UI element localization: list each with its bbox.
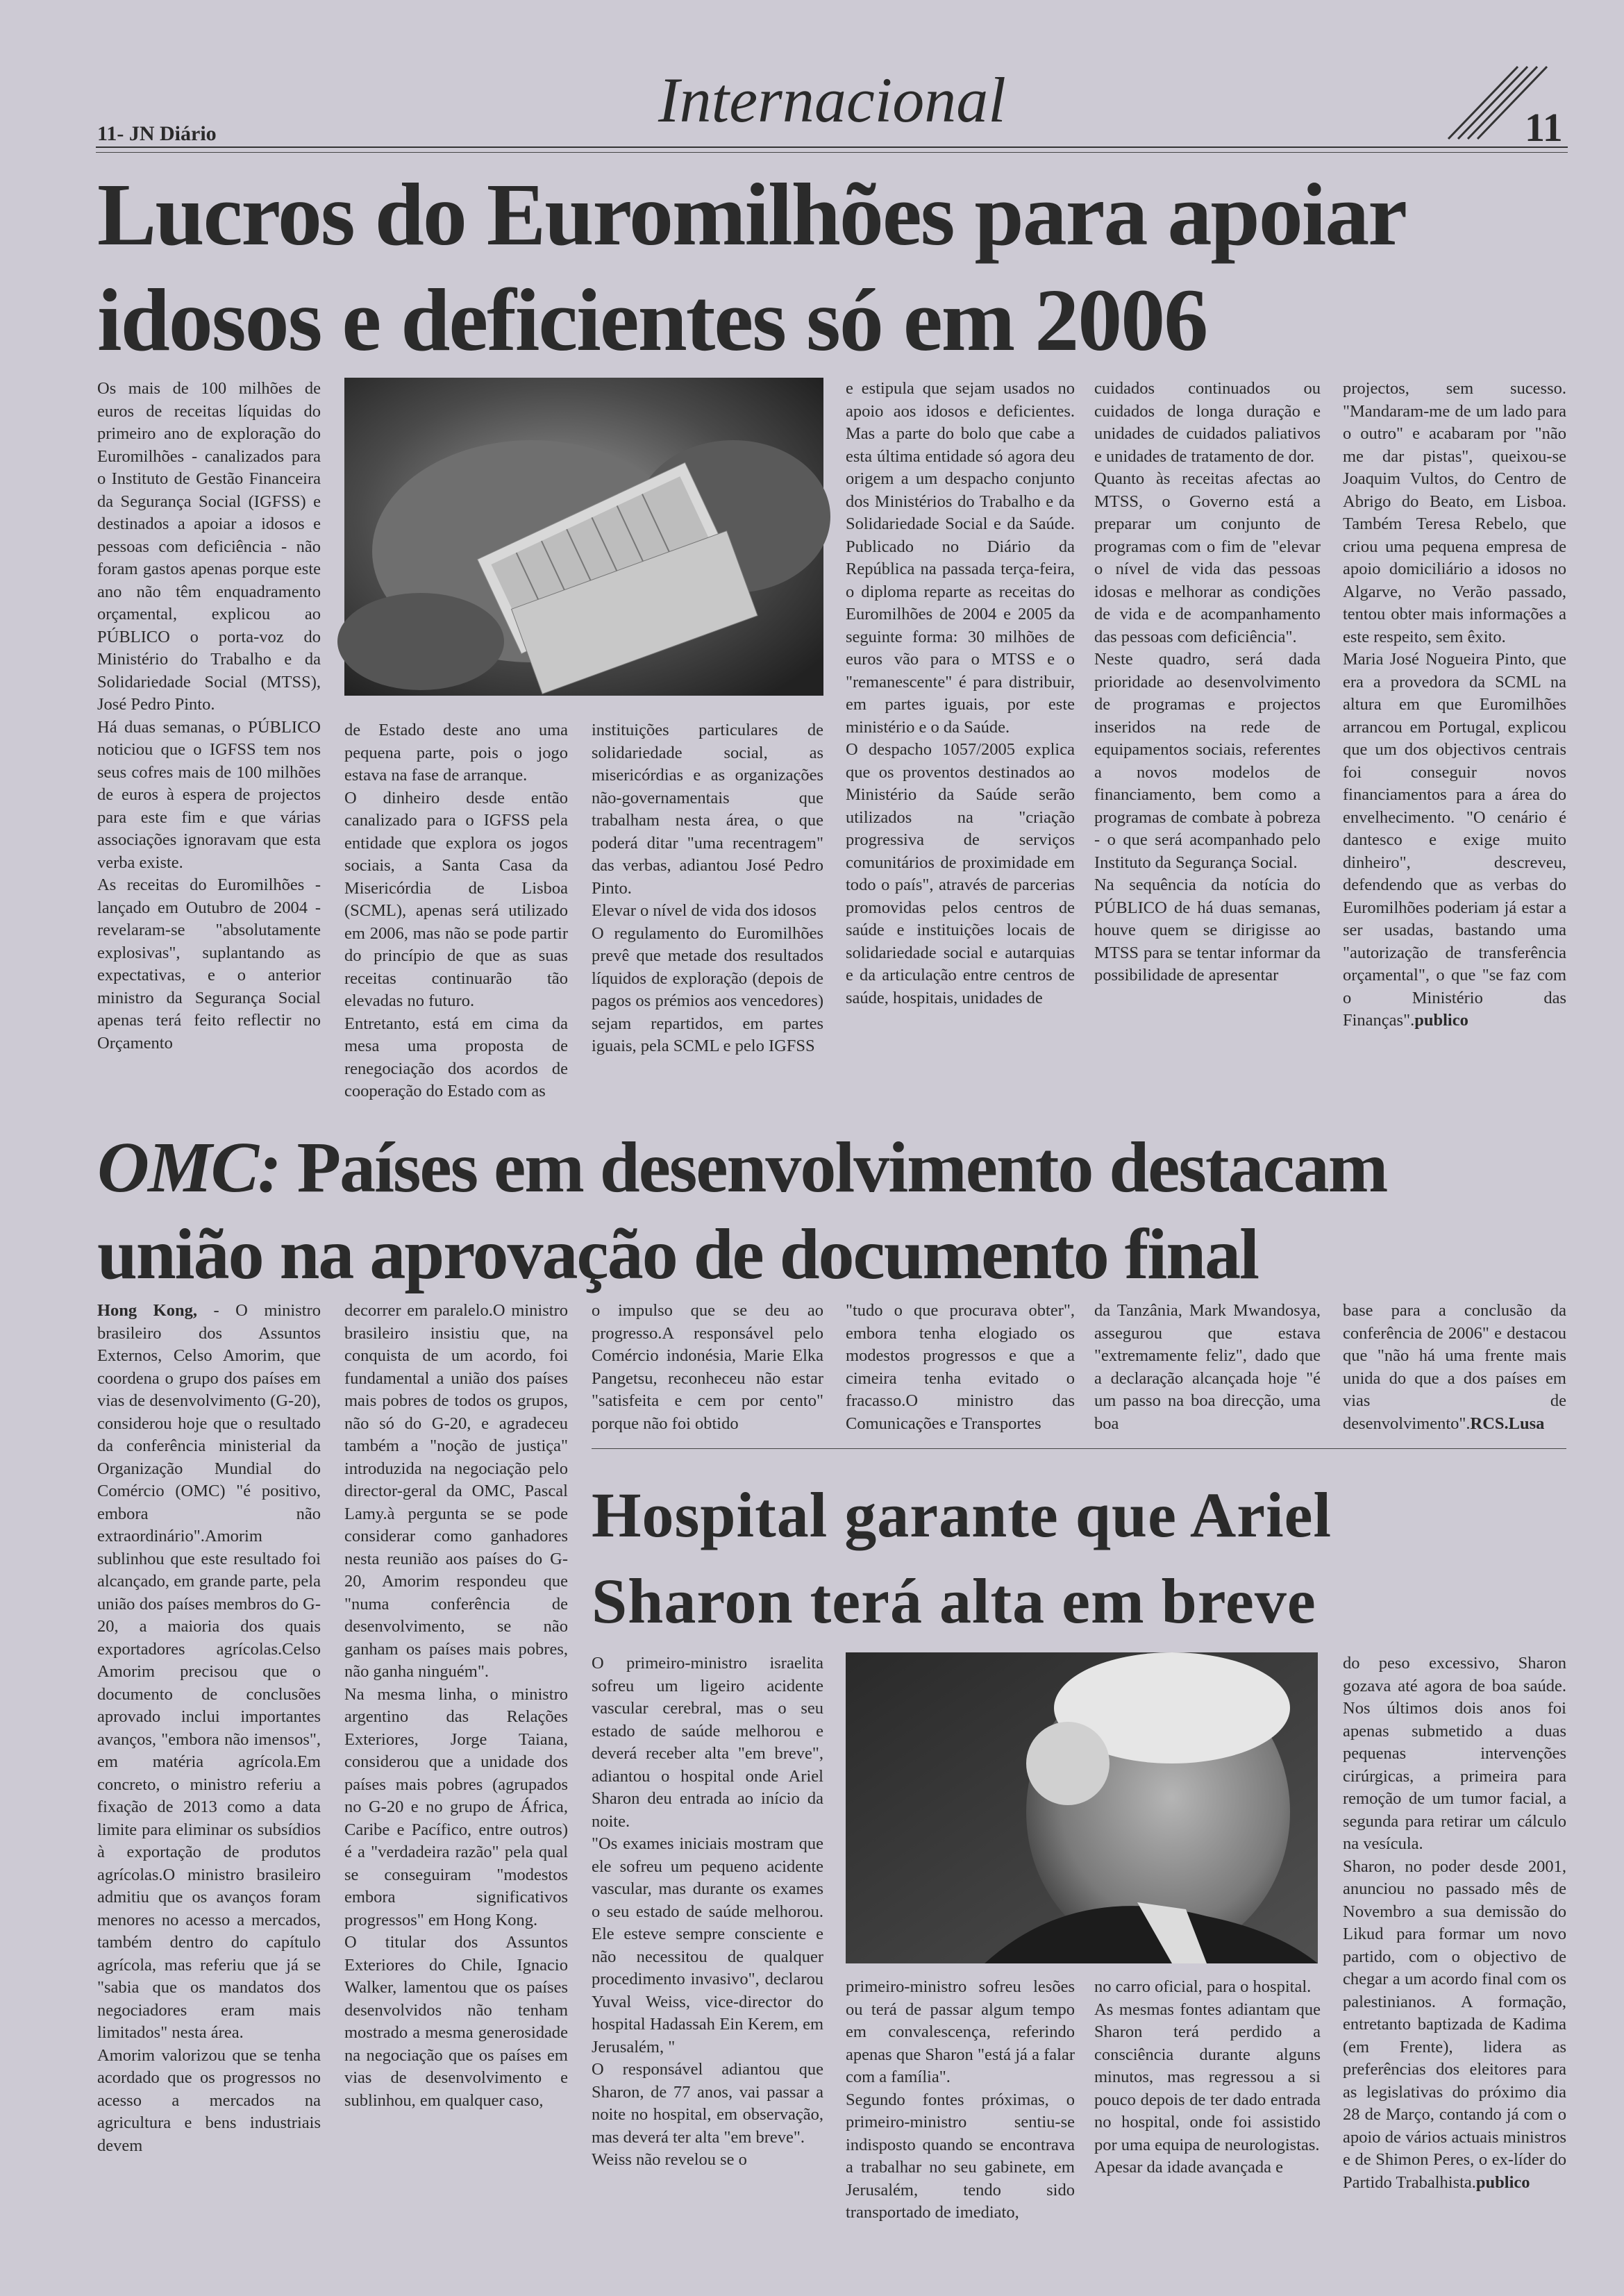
article2-column-5: da Tanzânia, Mark Mwandosya, assegurou que estava "extremamente feliz", dado que a declaração alcançada hoje "é um passo na boa direcção, uma boa	[1094, 1301, 1321, 1433]
article2-column-4: "tudo o que procurava obter", embora tenha elogiado os modestos progressos e que a cimeira tenha evitado o fracasso.O ministro das Comunicações e Transportes	[846, 1301, 1075, 1433]
article2-column-6-text: base para a conclusão da conferência de 2006" e destacou que "não há uma frente mais unida do que a dos países em vias de desenvolvimento".	[1343, 1301, 1566, 1433]
article3-column-4	[1343, 1652, 1566, 2229]
article1-signature: publico	[1414, 1011, 1468, 1030]
article2-title-line1-rest: Países em desenvolvimento destacam	[280, 1128, 1387, 1207]
article3-title-line2: Sharon terá alta em breve	[592, 1566, 1316, 1636]
article1-column-4: e estipula que sejam usados no apoio aos idosos e deficientes. Mas a parte do bolo que cabe a esta última entidade só agora deu origem a um despacho conjunto dos Ministérios do Trabalho e da Solidariedade Social e da Saúde. Publicado no Diário da República na passada terça-feira, o diploma reparte as receitas do Euromilhões de 2004 e 2005 da seguinte forma: 30 milhões de euros vão para o MTSS e o "remanescente" é para distribuir, em partes iguais, por este ministério e o da Saúde. O despacho 1057/2005 explica que os proventos destinados ao Ministério da Saúde serão utilizados na "criação progressiva de serviços comunitários de proximidade em todo o país", através de parcerias promovidas pelos centros de saúde e instituições locais de solidariedade social e autarquias e da articulação entre centros de saúde, hospitais, unidades de	[846, 379, 1075, 1007]
article3-signature: publico	[1475, 2172, 1530, 2192]
page-label: 11- JN Diário	[97, 122, 217, 145]
article2-signature: RCS.Lusa	[1470, 1414, 1545, 1433]
article1-column-5: cuidados continuados ou cuidados de longa duração e unidades de cuidados paliativos e unidades de tratamento de dor. Quanto às receitas afectas ao MTSS, o Governo está a preparar um conjunto de programas com o fim de "elevar o nível de vida das pessoas idosas e melhorar as condições de vida e de acompanhamento das pessoas com deficiência". Neste quadro, será dada prioridade ao desenvolvimento de programas e projectos inseridos na rede de equipamentos sociais, referentes a novos modelos de financiamento, bem como a programas de combate à pobreza - o que será acompanhado pelo Instituto da Segurança Social. Na sequência da notícia do PÚBLICO de há duas semanas, houve quem se dirigisse ao MTSS para se tentar informar da possibilidade de apresentar	[1094, 379, 1321, 984]
article1-column-6-text: projectos, sem sucesso. "Mandaram-me de um lado para o outro" e acabaram por "não me dar pistas", queixou-se Joaquim Vultos, do Centro de Abrigo do Beato, em Lisboa. Também Teresa Rebelo, que criou uma pequena empresa de apoio domiciliário a idosos no Algarve, no Verão passado, tentou obter mais informações a este respeito, sem êxito. Maria José Nogueira Pinto, que era a provedora da SCML na altura em que Euromilhões arrancou em Portugal, explicou que um dos objectivos centrais foi conseguir novos financiamentos para a área do envelhecimento. "O cenário é dantesco e exige muito dinheiro", descreveu, defendendo que as verbas do Euromilhões poderiam já estar a ser usadas, bastando uma "autorização de transferência orçamental", o que "se faz com o Ministério das Finanças".	[1343, 379, 1566, 1030]
article1-column-1: Os mais de 100 milhões de euros de receitas líquidas do primeiro ano de exploração do Euromilhões - canalizados para o Instituto de Gestão Financeira da Segurança Social (IGFSS) e destinados a apoiar a idosos e pessoas com deficiência - não foram gastos apenas porque este ano não têm enquadramento orçamental, explicou ao PÚBLICO o porta-voz do Ministério do Trabalho e da Solidariedade Social (MTSS), José Pedro Pinto. Há duas semanas, o PÚBLICO noticiou que o IGFSS tem nos seus cofres mais de 100 milhões de euros à espera de projectos para este fim e que várias associações ignoravam que esta verba existe. As receitas do Euromilhões - lançado em Outubro de 2004 - revelaram-se "absolutamente explosivas", suplantando as expectativas, e o anterior ministro da Segurança Social apenas terá feito reflectir no Orçamento	[97, 379, 321, 1053]
article-divider-rule	[592, 1448, 1566, 1449]
article2-dateline: Hong Kong,	[97, 1301, 197, 1320]
lottery-tickets-photo	[344, 378, 823, 696]
article2-title-line2: união na aprovação de documento final	[97, 1214, 1259, 1294]
header-rule	[96, 146, 1568, 148]
article2-column-1-text: - O ministro brasileiro dos Assuntos Externos, Celso Amorim, que coordena o grupo dos países em vias de desenvolvimento (G-20), considerou hoje que o resultado da conferência ministerial da Organização Mundial do Comércio (OMC) "é positivo, embora não extraordinário".Amorim sublinhou que este resultado foi alcançado, em grande parte, pela união dos países membros do G-20, a maioria dos quais exportadores agrícolas.Celso Amorim precisou que o documento de conclusões aprovado inclui importantes avanços, "embora não imensos", em matéria agrícola.Em concreto, o ministro referiu a fixação de 2013 como a data limite para eliminar os subsídios à exportação de produtos agrícolas.O ministro brasileiro admitiu que os avanços foram menores no acesso a mercados, também dentro do capítulo agrícola, mas referiu que já se "sabia que os mandatos dos negociadores eram mais limitados" nesta área. Amorim valorizou que se tenha acordado que os progressos no acesso a mercados na agricultura e bens industriais devem	[97, 1301, 321, 2155]
article2-column-1	[97, 1300, 321, 2230]
article1-title-line2: idosos e deficientes só em 2006	[97, 271, 1207, 369]
article2-column-6	[1343, 1300, 1566, 1433]
page-number: 11	[1525, 105, 1563, 150]
article2-title-prefix: OMC:	[97, 1128, 281, 1207]
article2-column-3: o impulso que se deu ao progresso.A responsável pelo Comércio indonésia, Marie Elka Pangetsu, reconheceu não estar "satisfeita e cem por cento" porque não foi obtido	[592, 1301, 823, 1433]
article1-column-2: de Estado deste ano uma pequena parte, pois o jogo estava na fase de arranque. O dinheiro desde então canalizado para o IGFSS pela entidade que explora os jogos sociais, a Santa Casa da Misericórdia de Lisboa (SCML), apenas será utilizado em 2006, mas não se pode partir do princípio de que as suas receitas continuarão tão elevadas no futuro. Entretanto, está em cima da mesa uma proposta de renegociação dos acordos de cooperação do Estado com as	[344, 721, 568, 1100]
article1-title-line1: Lucros do Euromilhões para apoiar	[97, 165, 1407, 264]
ariel-sharon-photo	[846, 1652, 1318, 1963]
article1-column-6	[1343, 378, 1566, 1119]
section-title: Internacional	[658, 65, 1006, 135]
article3-column-2: primeiro-ministro sofreu lesões ou terá de passar algum tempo em convalescença, referindo apenas que Sharon "está já a falar com a família". Segundo fontes próximas, o primeiro-ministro sentiu-se indisposto quando se encontrava a trabalhar no seu gabinete, em Jerusalém, tendo sido transportado de imediato,	[846, 1977, 1075, 2222]
article3-title-line1: Hospital garante que Ariel	[592, 1480, 1332, 1550]
header-rule-secondary	[96, 152, 1568, 153]
article2-title-line1	[97, 1125, 1387, 1211]
article3-column-4-text: do peso excessivo, Sharon gozava até agora de boa saúde. Nos últimos dois anos foi apenas submetido a duas pequenas intervenções cirúrgicas, a primeira para remoção de um tumor facial, a segunda para retirar um cálculo na vesícula. Sharon, no poder desde 2001, anunciou no passado mês de Novembro a sua demissão do Likud para formar um novo partido, com o objectivo de chegar a um acordo final com os palestinianos. A formação, entretanto baptizada de Kadima (em Frente), lidera as preferências dos eleitores para as legislativas do próximo dia 28 de Março, contando já com o apoio de vários actuais ministros e de Shimon Peres, o ex-líder do Partido Trabalhista.	[1343, 1654, 1566, 2192]
article3-column-3: no carro oficial, para o hospital. As mesmas fontes adiantam que Sharon terá perdido a consciência durante alguns minutos, mas regressou a si pouco depois de ter dado entrada no hospital, onde foi assistido por uma equipa de neurologistas. Apesar da idade avançada e	[1094, 1977, 1321, 2177]
article2-column-2: decorrer em paralelo.O ministro brasileiro insistiu que, na conquista de um acordo, foi fundamental a união dos países mais pobres de todos os grupos, não só do G-20, e agradeceu também a "noção de justiça" introduzida na negociação pelo director-geral da OMC, Pascal Lamy.à pergunta se se pode considerar como ganhadores nesta reunião aos países do G-20, Amorim respondeu que "numa conferência de desenvolvimento, se não ganham os países mais pobres, não ganha ninguém". Na mesma linha, o ministro argentino das Relações Exteriores, Jorge Taiana, considerou que a unidade dos países mais pobres (agrupados no G-20 e no grupo de África, Caribe e Pacífico, entre outros) é a "verdadeira razão" pela qual se conseguiram "modestos embora significativos progressos" em Hong Kong. O titular dos Assuntos Exteriores do Chile, Ignacio Walker, lamentou que os países desenvolvidos não tenham mostrado a mesma generosidade na negociação que os países em vias de desenvolvimento e sublinhou, em qualquer caso,	[344, 1301, 568, 2110]
article3-column-1: O primeiro-ministro israelita sofreu um ligeiro acidente vascular cerebral, mas o seu estado de saúde melhorou e deverá receber alta "em breve", adiantou o hospital onde Ariel Sharon deu entrada ao início da noite. "Os exames iniciais mostram que ele sofreu um pequeno acidente vascular, mas durante os exames o seu estado de saúde melhorou. Ele esteve sempre consciente e não necessitou de qualquer procedimento invasivo", declarou Yuval Weiss, vice-director do hospital Hadassah Ein Kerem, em Jerusalém, " O responsável adiantou que Sharon, de 77 anos, vai passar a noite no hospital, em observação, mas deverá ter alta "em breve". Weiss não revelou se o	[592, 1654, 823, 2169]
article1-column-3: instituições particulares de solidariedade social, as misericórdias e as organizações não-governamentais que trabalham nesta área, o que poderá ditar "uma recentragem" das verbas, adiantou José Pedro Pinto. Elevar o nível de vida dos idosos O regulamento do Euromilhões prevê que metade dos resultados líquidos de exploração (depois de pagos os prémios aos vencedores) sejam repartidos, em partes iguais, pela SCML e pelo IGFSS	[592, 721, 823, 1055]
